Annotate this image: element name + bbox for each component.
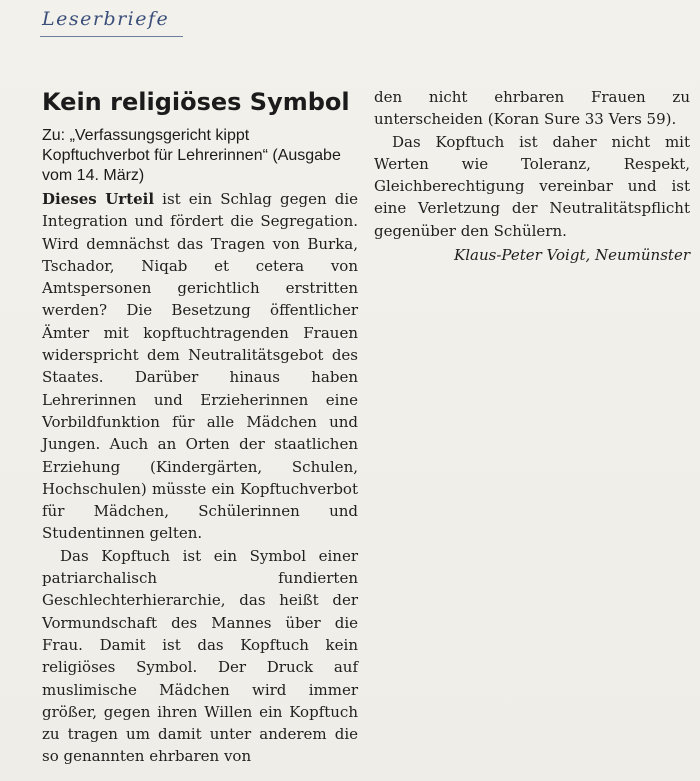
article-headline: Kein religiöses Symbol	[42, 88, 350, 116]
paragraph-2-left: Das Kopftuch ist ein Symbol einer patriarchalisch fundierten Geschlechterhierarchie, das heißt der Vormundschaft des Mannes über die Frau. Damit ist das Kopftuch kein religiöses Symbol. Der Druck auf muslimische Mädchen wird immer größer, gegen ihren Willen ein Kopftuch zu tragen um damit unter anderem die so genannten ehrbaren von	[42, 546, 358, 766]
section-label: Leserbriefe	[42, 8, 170, 30]
section-underline	[40, 36, 183, 37]
article-reference: Zu: „Verfassungsgericht kippt Kopftuchverbot für Lehrerinnen“ (Ausgabe vom 14. März)	[42, 127, 341, 184]
paragraph-1-text: ist ein Schlag gegen die Integration und fördert die Segregation. Wird demnächst das Tragen von Burka, Tschador, Niqab et cetera von Amtspersonen gerichtlich erstritten werden? Die Besetzung öffentlicher Ämter mit kopftuchtragenden Frauen widerspricht dem Neutralitätsgebot des Staates. Darüber hinaus haben Lehrerinnen und Erzieherinnen eine Vorbildfunktion für alle Mädchen und Jungen. Auch an Orten der staatlichen Erziehung (Kindergärten, Schulen, Hochschulen) müsste ein Kopftuchverbot für Mädchen, Schülerinnen und Studentinnen gelten.	[42, 190, 358, 543]
letter-author: Klaus-Peter Voigt, Neumünster	[454, 246, 690, 265]
paragraph-3: Das Kopftuch ist daher nicht mit Werten wie Toleranz, Respekt, Gleichberechtigung vereinbar und ist eine Verletzung der Neutralitätspflicht gegenüber den Schülern.	[374, 132, 690, 240]
paragraph-1	[42, 188, 358, 545]
right-column	[374, 86, 690, 266]
paragraph-2-right: den nicht ehrbaren Frauen zu unterscheiden (Koran Sure 33 Vers 59).	[374, 88, 690, 129]
left-column	[42, 188, 358, 768]
lead-words: Dieses Urteil	[42, 190, 155, 208]
